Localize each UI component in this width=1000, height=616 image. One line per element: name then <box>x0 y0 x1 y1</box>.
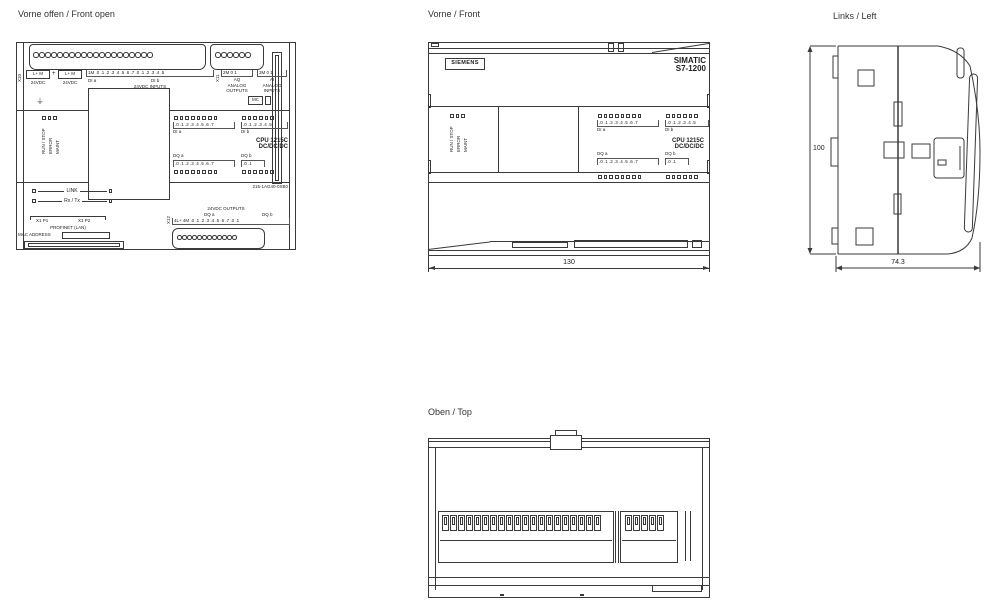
error-led-label: ERROR <box>456 135 461 152</box>
dq-led <box>604 175 608 179</box>
outputs-terms: 4L+ 4M .0 .1 .2 .3 .4 .5 .6 .7 .0 .1 <box>172 218 290 225</box>
analog-in-group: AI <box>269 77 275 82</box>
rear-tick <box>500 594 504 596</box>
terminal-screw <box>51 52 57 58</box>
screw-terminal <box>522 515 529 531</box>
status-led-row <box>450 114 465 118</box>
terminal-screw <box>147 52 153 58</box>
outputs-dq-b-label: DQ b <box>262 212 273 217</box>
terminal-block-long <box>442 515 601 531</box>
link-dash <box>80 191 107 192</box>
terminal-screw <box>45 52 51 58</box>
outputs-label: 24VDC OUTPUTS <box>207 206 245 211</box>
left-view-title: Links / Left <box>833 11 877 21</box>
rear-tick <box>580 594 584 596</box>
dq-b-led-label: DQ b <box>241 153 252 158</box>
top-view-title: Oben / Top <box>428 407 472 417</box>
siemens-logo <box>445 58 485 70</box>
sensor-supply-box <box>58 70 82 79</box>
di-a-led-terms: .0 .1 .2 .3 .4 .5 .6 .7 <box>597 120 659 127</box>
edge-clip <box>707 160 710 174</box>
screw-terminal <box>594 515 601 531</box>
dq-led <box>626 175 630 179</box>
dim-arrow-right <box>703 266 709 270</box>
status-led <box>450 114 454 118</box>
memory-card-door-icon <box>265 96 271 105</box>
terminal-screw <box>57 52 63 58</box>
dq-led <box>270 170 274 174</box>
screw-terminal <box>442 515 449 531</box>
dim-arrow-left <box>836 266 842 271</box>
terminal-row-short <box>215 52 251 58</box>
di-a-group-label: DI a <box>88 78 97 83</box>
edge-clip <box>428 160 431 174</box>
dq-led <box>214 170 218 174</box>
rxtx-dash <box>38 201 63 202</box>
memory-card-slot <box>248 96 263 105</box>
dq-led <box>621 175 625 179</box>
band-bottom-seam-left <box>17 182 88 183</box>
band-divider <box>498 106 499 172</box>
outputs-terminal-row <box>177 235 237 240</box>
analog-in-label: ANALOG INPUTS <box>262 83 282 93</box>
side-access-slot <box>938 160 946 165</box>
di-led <box>683 114 687 118</box>
dq-led <box>265 170 269 174</box>
dq-led <box>683 175 687 179</box>
rxtx-led <box>109 199 113 203</box>
di-led <box>689 114 693 118</box>
analog-out-group: AQ <box>233 77 241 82</box>
port1-label: X1 P1 <box>36 218 49 223</box>
terminal-screw <box>81 52 87 58</box>
link-led-row <box>32 188 112 194</box>
band-lower-seam <box>429 182 709 183</box>
screw-terminal <box>657 515 664 531</box>
terminal-screw <box>187 235 192 240</box>
vent-cutout <box>884 142 904 158</box>
screw-terminal <box>538 515 545 531</box>
screw-terminal <box>458 515 465 531</box>
terminal-screw <box>222 235 227 240</box>
terminal-screw <box>207 235 212 240</box>
di-led <box>197 116 201 120</box>
di-led <box>677 114 681 118</box>
di-a-led-terms: .0 .1 .2 .3 .4 .5 .6 .7 <box>173 122 235 129</box>
terminal-screw <box>33 52 39 58</box>
di-b-group-label: DI b <box>151 78 160 83</box>
ethernet-port-inner <box>28 243 120 247</box>
edge-clip <box>707 94 710 108</box>
front-cover-tab <box>957 48 964 78</box>
status-led-row <box>42 116 57 120</box>
lower-door-detail <box>574 240 688 248</box>
dq-led <box>191 170 195 174</box>
dim-arrow-up <box>808 46 813 52</box>
terminal-screw <box>117 52 123 58</box>
top-clip <box>618 43 624 52</box>
dim-arrow-right <box>974 266 980 271</box>
di-led <box>202 116 206 120</box>
plus-sign: + <box>52 71 56 77</box>
dim-arrow-left <box>429 266 435 270</box>
dq-led <box>253 170 257 174</box>
dq-led <box>174 170 178 174</box>
dq-a-led-label: DQ a <box>597 151 608 156</box>
lower-door-detail <box>692 240 702 248</box>
rxtx-led <box>32 199 36 203</box>
dim-height-label: 100 <box>813 145 825 152</box>
status-led <box>42 116 46 120</box>
connector-x10-label: X10 <box>17 73 22 82</box>
port-bracket-tick <box>30 216 31 220</box>
dim-line-width <box>428 268 710 269</box>
status-led <box>48 116 52 120</box>
left-view-drawing <box>800 42 992 276</box>
top-front-curve <box>938 46 970 66</box>
vent-cutout <box>912 144 930 158</box>
dq-a-led-terms: .0 .1 .2 .3 .4 .5 .6 .7 <box>173 160 235 167</box>
terminal-row-long <box>33 52 153 58</box>
mac-address-label: MAC ADDRESS <box>18 232 51 237</box>
screw-terminal <box>506 515 513 531</box>
di-a-led-row <box>598 114 641 118</box>
terminal-screw <box>182 235 187 240</box>
front-open-view <box>16 42 298 254</box>
screw-terminal <box>554 515 561 531</box>
rxtx-led-row <box>32 198 112 204</box>
di-terminal-terms: 1M .0 .1 .2 .3 .4 .5 .6 .7 .0 .1 .2 .3 .4 .5 <box>86 70 214 77</box>
terminal-screw <box>232 235 237 240</box>
di-led <box>265 116 269 120</box>
terminal-screw <box>233 52 239 58</box>
link-label: LINK <box>66 188 78 194</box>
di-led <box>185 116 189 120</box>
run-stop-led-label: RUN / STOP <box>41 128 46 154</box>
dq-b-led-label: DQ b <box>665 151 676 156</box>
di-led <box>180 116 184 120</box>
dq-a-led-terms: .0 .1 .2 .3 .4 .5 .6 .7 <box>597 158 659 165</box>
top-clip <box>608 43 614 52</box>
screw-terminal <box>586 515 593 531</box>
di-led <box>174 116 178 120</box>
dq-a-led-row <box>174 170 217 174</box>
status-led <box>461 114 465 118</box>
lower-door-detail <box>512 242 568 248</box>
cpu-model-block <box>216 138 288 151</box>
sensor-supply-terms: L+ M <box>64 71 76 76</box>
terminal-screw <box>93 52 99 58</box>
di-led <box>604 114 608 118</box>
terminal-screw <box>87 52 93 58</box>
dq-led <box>694 175 698 179</box>
di-led <box>191 116 195 120</box>
screw-terminal <box>530 515 537 531</box>
terminal-block-seam <box>440 540 612 541</box>
terminal-screw <box>69 52 75 58</box>
terminal-screw <box>215 52 221 58</box>
di-led <box>598 114 602 118</box>
di-b-led-row <box>666 114 698 118</box>
dq-led <box>598 175 602 179</box>
di-a-led-label: DI a <box>597 127 606 132</box>
siemens-logo-text: SIEMENS <box>451 60 479 66</box>
terminal-screw <box>217 235 222 240</box>
dq-led <box>259 170 263 174</box>
dq-led <box>689 175 693 179</box>
front-open-view-title: Vorne offen / Front open <box>18 9 115 19</box>
screw-terminal <box>474 515 481 531</box>
di-led <box>259 116 263 120</box>
base-line <box>429 250 709 251</box>
ground-icon: ⏚ <box>36 97 44 106</box>
din-clip-body <box>550 435 582 450</box>
di-led <box>242 116 246 120</box>
left-side-view <box>800 42 992 276</box>
screw-terminal <box>649 515 656 531</box>
vent-cutout <box>856 228 873 245</box>
side-rail-line <box>702 447 703 590</box>
dim-arrow-down <box>808 248 813 254</box>
di-led <box>638 114 642 118</box>
maint-led-label: MAINT <box>55 140 60 154</box>
order-number: 215-1AG40-0XB0 <box>252 184 288 189</box>
di-led <box>609 114 613 118</box>
analog-in-terms: 3M 0 1 <box>257 70 287 77</box>
band-divider <box>578 106 579 172</box>
dq-led <box>248 170 252 174</box>
di-a-led-row <box>174 116 217 120</box>
terminal-screw <box>227 235 232 240</box>
rxtx-label: Rx / Tx <box>64 198 80 204</box>
band-bottom-seam <box>429 172 709 173</box>
di-b-led-row <box>242 116 274 120</box>
cpu-variant: DC/DC/DC <box>674 144 704 151</box>
screw-terminal <box>570 515 577 531</box>
di-led <box>253 116 257 120</box>
di-led <box>666 114 670 118</box>
screw-terminal <box>562 515 569 531</box>
product-branding <box>654 57 706 73</box>
supply-voltage-label: 24VDC <box>30 80 46 85</box>
cpu-model: CPU 1215C <box>255 138 288 144</box>
di-led <box>632 114 636 118</box>
dq-led <box>638 175 642 179</box>
terminal-screw <box>239 52 245 58</box>
dq-b-led-terms: .0 .1 <box>665 158 689 165</box>
left-rail-line <box>23 43 24 249</box>
terminal-block-short <box>625 515 664 531</box>
cpu-variant: DC/DC/DC <box>258 144 288 151</box>
error-led-label: ERROR <box>48 137 53 154</box>
terminal-screw <box>245 52 251 58</box>
dq-a-led-row <box>598 175 641 179</box>
front-view-title: Vorne / Front <box>428 9 481 19</box>
band-seam-left <box>17 110 88 111</box>
maint-led-label: MAINT <box>463 138 468 152</box>
supply-terms: L+ M <box>32 71 44 76</box>
link-led <box>109 189 113 193</box>
outputs-dq-a-label: DQ a <box>204 212 215 217</box>
di-led <box>672 114 676 118</box>
dq-led <box>208 170 212 174</box>
dq-led <box>197 170 201 174</box>
dq-led <box>242 170 246 174</box>
di-led <box>248 116 252 120</box>
terminal-screw <box>221 52 227 58</box>
analog-out-terms: 2M 0 1 <box>221 70 253 77</box>
dim-width-label: 130 <box>563 259 575 266</box>
terminal-screw <box>202 235 207 240</box>
di-led <box>626 114 630 118</box>
di-b-led-label: DI b <box>665 127 674 132</box>
dq-led <box>672 175 676 179</box>
side-rail-line <box>435 447 436 590</box>
screw-terminal <box>625 515 632 531</box>
status-led <box>456 114 460 118</box>
run-stop-led-label: RUN / STOP <box>449 126 454 152</box>
block-divider-line <box>615 511 616 563</box>
vent-cutout <box>858 70 874 86</box>
dq-led <box>202 170 206 174</box>
dq-b-led-row <box>242 170 274 174</box>
terminal-screw <box>111 52 117 58</box>
top-clip <box>431 43 439 47</box>
di-b-led-terms: .0 .1 .2 .3 .4 .5 <box>241 122 288 129</box>
band-top-seam <box>429 106 709 107</box>
di-terminals-label: 24VDC INPUTS <box>133 84 167 89</box>
di-led <box>615 114 619 118</box>
rxtx-dash <box>82 201 107 202</box>
analog-out-label: ANALOG OUTPUTS <box>226 83 248 93</box>
bottom-edge <box>838 238 972 254</box>
sensor-voltage-label: 24VDC <box>62 80 78 85</box>
edge-clip <box>428 94 431 108</box>
terminal-screw <box>212 235 217 240</box>
top-rail-line <box>429 53 709 54</box>
simatic-label: SIMATIC <box>673 56 706 65</box>
terminal-screw <box>177 235 182 240</box>
dq-led <box>677 175 681 179</box>
screw-terminal <box>466 515 473 531</box>
terminal-screw <box>99 52 105 58</box>
open-door-recess <box>88 88 170 200</box>
screw-terminal <box>633 515 640 531</box>
port2-label: X1 P2 <box>78 218 91 223</box>
port-bracket-line <box>30 216 106 217</box>
screw-terminal <box>641 515 648 531</box>
cpu-model: CPU 1215C <box>671 138 704 144</box>
screw-terminal <box>482 515 489 531</box>
mac-address-box <box>62 232 110 239</box>
di-a-led-label: DI a <box>173 129 182 134</box>
band-seam-right <box>170 110 289 111</box>
screw-terminal <box>514 515 521 531</box>
front-view <box>428 42 712 266</box>
terminal-screw <box>75 52 81 58</box>
terminal-screw <box>141 52 147 58</box>
di-led <box>694 114 698 118</box>
terminal-screw <box>227 52 233 58</box>
screw-terminal <box>490 515 497 531</box>
connector-x12-label: X12 <box>166 215 171 224</box>
screw-terminal <box>450 515 457 531</box>
screw-terminal <box>498 515 505 531</box>
dq-a-led-label: DQ a <box>173 153 184 158</box>
terminal-screw <box>105 52 111 58</box>
dq-led <box>632 175 636 179</box>
back-hook-top <box>833 56 838 78</box>
cpu-model-block <box>634 138 704 151</box>
di-led <box>208 116 212 120</box>
back-hook-bottom <box>832 228 838 244</box>
di-b-led-label: DI b <box>241 129 250 134</box>
terminal-screw <box>135 52 141 58</box>
dq-led <box>185 170 189 174</box>
terminal-screw <box>192 235 197 240</box>
memory-card-label: MC <box>252 97 259 102</box>
din-rail-notch <box>831 138 838 166</box>
terminal-screw <box>63 52 69 58</box>
rear-edge-line <box>429 577 709 578</box>
series-label: S7-1200 <box>675 64 706 73</box>
connector-x11-label: X11 <box>215 74 220 82</box>
rear-step-detail <box>652 585 702 592</box>
di-b-led-terms: .0 .1 .2 .3 .4 .5 <box>665 120 709 127</box>
dim-depth-label: 74.3 <box>891 259 905 266</box>
di-led <box>621 114 625 118</box>
screw-terminal <box>546 515 553 531</box>
top-side-view <box>428 438 712 600</box>
block-divider-line <box>618 511 619 563</box>
dq-led <box>609 175 613 179</box>
di-led <box>270 116 274 120</box>
link-dash <box>38 191 65 192</box>
side-slot-line <box>685 511 686 561</box>
dq-led <box>615 175 619 179</box>
dq-led <box>180 170 184 174</box>
supply-terms-box <box>26 70 50 79</box>
di-led <box>214 116 218 120</box>
profinet-label: PROFINET (LAN) <box>50 225 86 230</box>
terminal-screw <box>197 235 202 240</box>
terminal-screw <box>129 52 135 58</box>
terminal-block-seam <box>622 540 676 541</box>
band-bottom-seam-right <box>170 182 289 183</box>
screw-terminal <box>578 515 585 531</box>
side-slot-line <box>690 511 691 561</box>
dq-led <box>666 175 670 179</box>
terminal-screw <box>123 52 129 58</box>
terminal-screw <box>39 52 45 58</box>
dq-b-led-row <box>666 175 698 179</box>
link-led <box>32 189 36 193</box>
dq-b-led-terms: .0 .1 <box>241 160 265 167</box>
status-led <box>53 116 57 120</box>
port-bracket-tick <box>105 216 106 220</box>
